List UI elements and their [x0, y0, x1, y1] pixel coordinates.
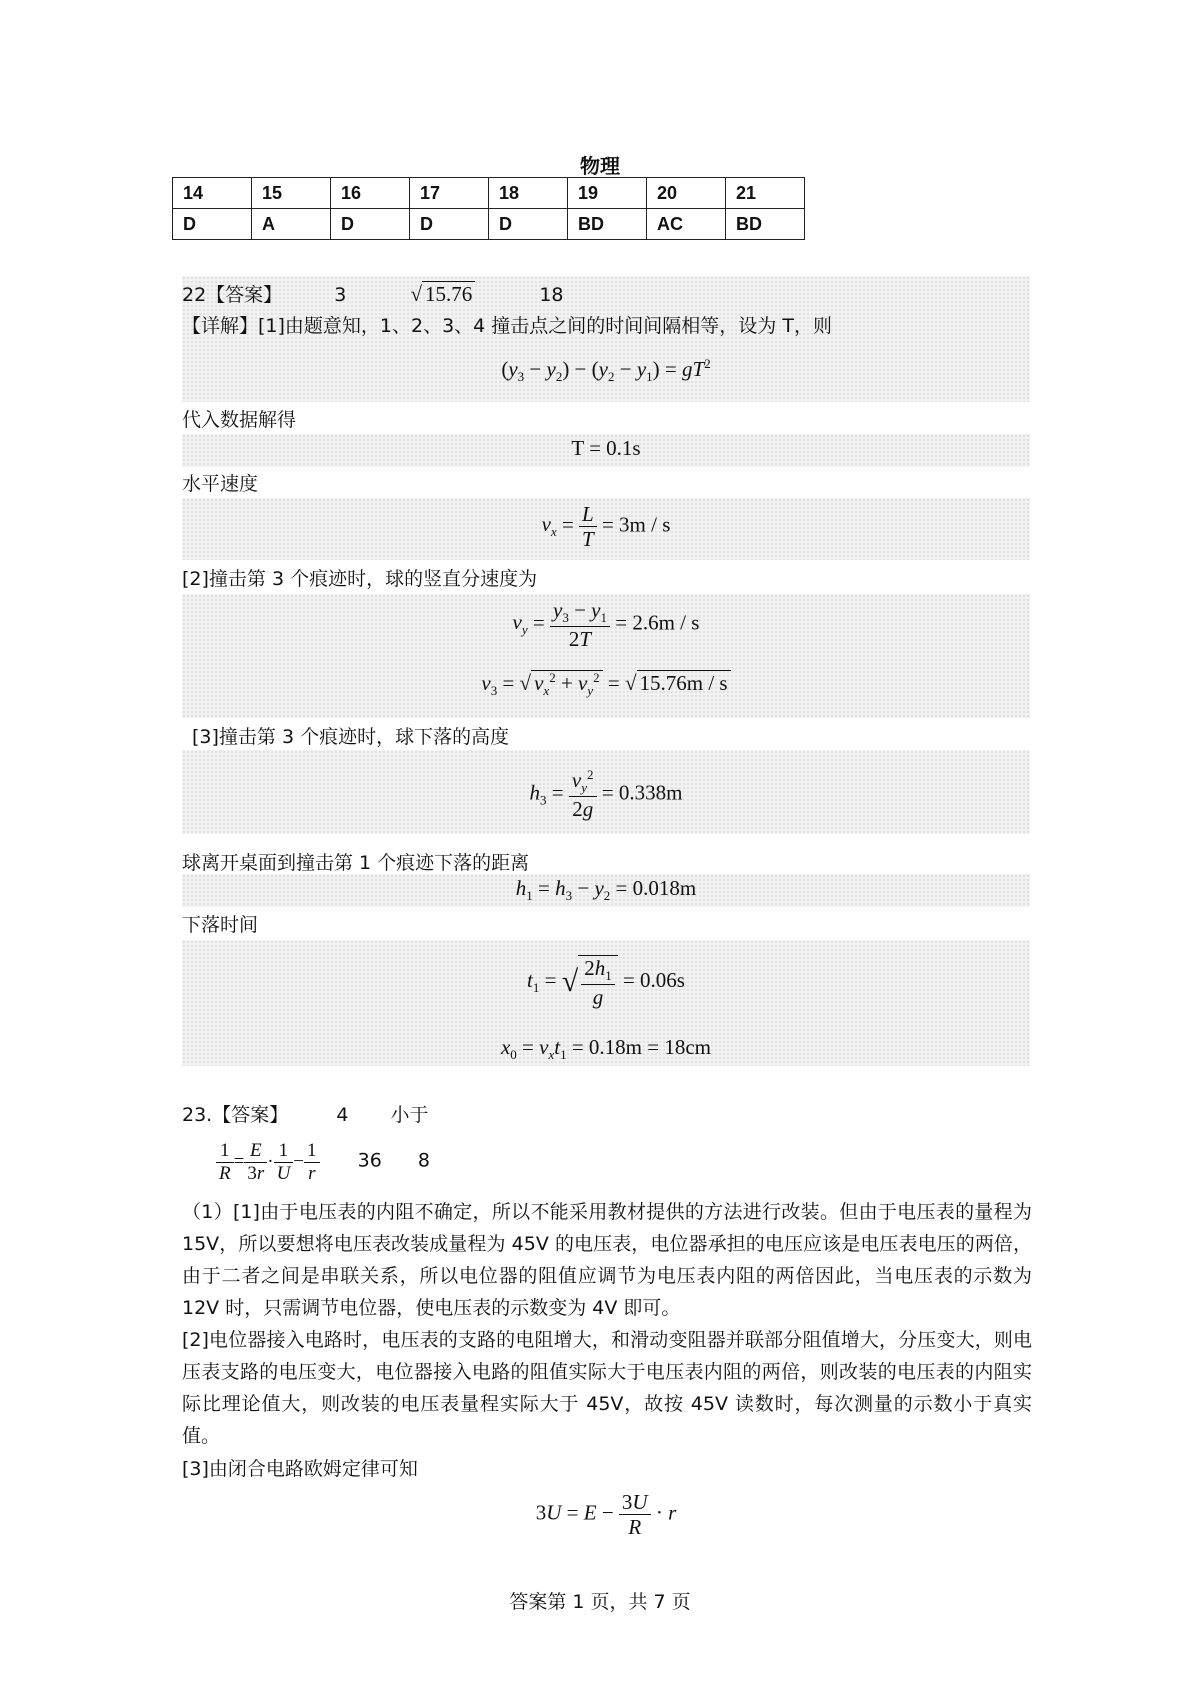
- equation-gravity: $(y_3 - y_2) - (y_2 - y_1) = gT^2$: [501, 356, 711, 385]
- equation-x0: $x_0 = v_xt_1 = 0.18m = 18cm$: [500, 1035, 712, 1063]
- q22-answer-2: 15.76: [422, 281, 475, 306]
- answer-table: [172, 177, 805, 240]
- q23-answer-3: 36: [357, 1149, 382, 1172]
- q23-formula-line: [216, 1140, 430, 1185]
- q23-paragraph-2: [2]电位器接入电路时，电压表的支路的电阻增大，和滑动变阻器并联部分阻值增大，分压变大，则电压表支路的电压变大，电位器接入电路的阻值实际大于电压表内阻的两倍，则改装的电压表的内阻实际比理论值大，则改装的电压表量程实际大于 45V，故按 45V 读数时，每次测量的示数小于真实值。: [182, 1329, 1032, 1447]
- h1-result: = 0.018m: [615, 876, 697, 900]
- equation-t1: $t_1$ = √ $\frac{2h_1}{g}$ = 0.06s: [527, 956, 685, 1010]
- q23-answer-1: 4: [336, 1104, 349, 1126]
- table-cell: 17: [410, 178, 489, 209]
- q22-distance-text: 球离开桌面到撞击第 1 个痕迹下落的距离: [182, 852, 530, 874]
- q22-label: 22【答案】: [182, 284, 283, 306]
- table-row-numbers: [173, 178, 805, 209]
- q22-vertical-text: [2]撞击第 3 个痕迹时，球的竖直分速度为: [182, 568, 538, 590]
- table-cell: D: [173, 209, 252, 240]
- table-cell: 19: [568, 178, 647, 209]
- equation-v3: $v_3$ = √ $v_x^2 + v_y^2$ = √ 15.76m / s: [182, 670, 1030, 699]
- q22-horizontal-text: 水平速度: [182, 473, 259, 495]
- table-cell: 20: [647, 178, 726, 209]
- q23-answer-2: 小于: [390, 1104, 429, 1126]
- table-cell: 21: [726, 178, 805, 209]
- table-cell: 18: [489, 178, 568, 209]
- t1-result: = 0.06s: [622, 967, 685, 992]
- q23-answer-line: [182, 1100, 429, 1127]
- table-cell: D: [489, 209, 568, 240]
- q22-substitute-text: 代入数据解得: [182, 409, 297, 431]
- x0-result: = 0.18m = 18cm: [571, 1035, 712, 1059]
- equation-vx: $v_x$ = $\frac{L}{T}$ = 3m / s: [541, 502, 671, 552]
- table-cell: 16: [331, 178, 410, 209]
- page-title: 物理: [580, 154, 620, 178]
- table-cell: AC: [647, 209, 726, 240]
- table-cell: 14: [173, 178, 252, 209]
- table-cell: 15: [252, 178, 331, 209]
- vx-result: = 3m / s: [601, 512, 671, 537]
- equation-h3: $h_3$ = $\frac{v_y^2}{2g}$ = 0.338m: [529, 767, 683, 822]
- table-cell: D: [410, 209, 489, 240]
- q23-answer-4: 8: [417, 1149, 430, 1172]
- equation-h1: $h_1 = h_3 - y_2 = 0.018m$: [515, 876, 697, 904]
- table-cell: D: [331, 209, 410, 240]
- q23-paragraph-1: （1）[1]由于电压表的内阻不确定，所以不能采用教材提供的方法进行改装。但由于电压表的量程为 15V，所以要想将电压表改装成量程为 45V 的电压表，电位器承担的电压应该是电压表电压的两倍，由于二者之间是串联关系，所以电位器的阻值应调节为电压表内阻的两倍因此，当电压表的示数为 12V 时，只需调节电位器，使电压表的示数变为 4V 即可。: [182, 1201, 1032, 1319]
- q23-label: 23.【答案】: [182, 1104, 289, 1126]
- equation-period: T = 0.1s: [571, 436, 641, 460]
- q22-answer-1: 3: [334, 284, 347, 306]
- q22-answer-line: 22【答案】 3 √ 15.76 18: [182, 282, 564, 306]
- table-cell: BD: [568, 209, 647, 240]
- h3-result: = 0.338m: [601, 780, 683, 805]
- table-row-answers: [173, 209, 805, 240]
- q22-time-text: 下落时间: [182, 914, 259, 936]
- equation-ohm: 3U = E − $\frac{3U}{R}$ · r: [535, 1490, 677, 1540]
- table-cell: BD: [726, 209, 805, 240]
- q22-answer-3: 18: [539, 284, 564, 306]
- q22-height-text: [3]撞击第 3 个痕迹时，球下落的高度: [192, 726, 510, 748]
- equation-vy: $v_y$ = $\frac{y_3 - y_1}{2T}$ = 2.6m / s: [512, 598, 700, 652]
- page-footer: 答案第 1 页，共 7 页: [509, 1591, 691, 1613]
- table-cell: A: [252, 209, 331, 240]
- q23-paragraph-3: [3]由闭合电路欧姆定律可知: [182, 1458, 418, 1480]
- v3-result: 15.76m / s: [637, 670, 731, 695]
- vy-result: = 2.6m / s: [615, 610, 700, 635]
- equation-reciprocal: $\frac{1}{R}$ = $\frac{E}{3r}$ · $\frac{1}{U}$ − $\frac{1}{r}$: [216, 1151, 320, 1172]
- q22-detail: 【详解】[1]由题意知，1、2、3、4 撞击点之间的时间间隔相等，设为 T，则: [182, 315, 832, 337]
